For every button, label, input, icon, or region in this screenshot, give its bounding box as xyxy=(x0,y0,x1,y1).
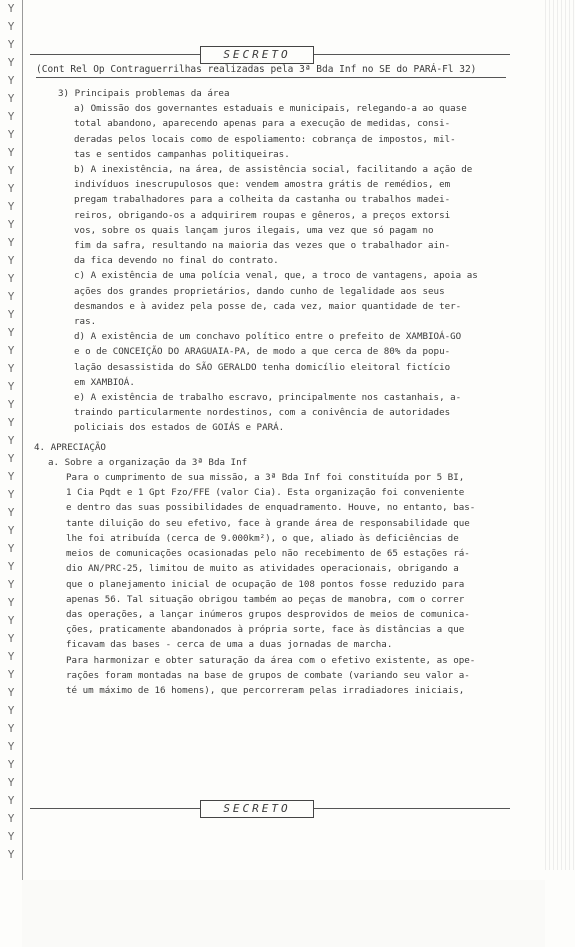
binding-mark: Y xyxy=(7,722,15,735)
binding-mark: Y xyxy=(7,650,15,663)
text-line: ficavam das bases - cerca de uma a duas jornadas de marcha. xyxy=(66,639,393,651)
binding-mark: Y xyxy=(7,794,15,807)
secret-stamp-bottom: SECRETO xyxy=(200,800,314,818)
text-line: traindo particularmente nordestinos, com a conivência de autoridades xyxy=(74,407,451,419)
binding-mark: Y xyxy=(7,254,15,267)
section-3-title: 3) Principais problemas da área xyxy=(58,88,230,99)
binding-mark: Y xyxy=(7,488,15,501)
text-line: a) Omissão dos governantes estaduais e municipais, relegando-a ao quase xyxy=(74,103,467,115)
binding-mark: Y xyxy=(7,668,15,681)
text-line: deradas pelos locais como de espoliamento: cobrança de impostos, mil- xyxy=(74,133,456,145)
text-line: lação desassistida do SÃO GERALDO tenha domicílio eleitoral fictício xyxy=(74,361,451,373)
binding-mark: Y xyxy=(7,236,15,249)
text-line: e) A existência de trabalho escravo, principalmente nos castanhais, a- xyxy=(74,392,462,404)
binding-mark: Y xyxy=(7,452,15,465)
list-item xyxy=(74,329,510,390)
binding-mark: Y xyxy=(7,470,15,483)
text-line: 1 Cia Pqdt e 1 Gpt Fzo/FFE (valor Cia). Esta organização foi conveniente xyxy=(66,487,465,499)
text-line: meios de comunicações ocasionadas pelo não recebimento de 65 estações rá- xyxy=(66,548,470,560)
binding-mark: Y xyxy=(7,92,15,105)
binding-strip xyxy=(0,0,23,880)
binding-mark: Y xyxy=(7,524,15,537)
binding-mark: Y xyxy=(7,74,15,87)
section-3 xyxy=(48,86,510,436)
binding-mark: Y xyxy=(7,740,15,753)
binding-mark: Y xyxy=(7,326,15,339)
binding-mark: Y xyxy=(7,38,15,51)
binding-mark: Y xyxy=(7,434,15,447)
section-4-title: 4. APRECIAÇÃO xyxy=(34,441,106,453)
text-line: Para harmonizar e obter saturação da área com o efetivo existente, as ope- xyxy=(66,654,476,666)
subsection-a-title: a. Sobre a organização da 3ª Bda Inf xyxy=(48,456,248,468)
binding-mark: Y xyxy=(7,56,15,69)
binding-mark: Y xyxy=(7,632,15,645)
text-line: e o de CONCEIÇÃO DO ARAGUAIA-PA, de modo a que cerca de 80% da popu- xyxy=(74,346,451,358)
binding-mark: Y xyxy=(7,812,15,825)
binding-mark: Y xyxy=(7,290,15,303)
text-line: d) A existência de um conchavo político entre o prefeito de XAMBIOÁ-GO xyxy=(74,331,462,343)
text-line: em XAMBIOÁ. xyxy=(74,376,135,388)
binding-mark: Y xyxy=(7,398,15,411)
text-line: e dentro das suas possibilidades de enquadramento. Houve, no entanto, bas- xyxy=(66,502,476,514)
text-line: lhe foi atribuída (cerca de 9.000km²), o que, aliado às deficiências de xyxy=(66,532,459,544)
text-line: c) A existência de uma polícia venal, que, a troco de vantagens, apoia as xyxy=(74,270,478,282)
binding-mark: Y xyxy=(7,362,15,375)
text-line: Para o cumprimento de sua missão, a 3ª Bda Inf foi constituída por 5 BI, xyxy=(66,472,465,484)
binding-mark: Y xyxy=(7,686,15,699)
binding-mark: Y xyxy=(7,128,15,141)
section-4 xyxy=(34,440,510,698)
list-item xyxy=(74,268,510,329)
list-item xyxy=(74,390,510,436)
binding-mark: Y xyxy=(7,146,15,159)
binding-mark: Y xyxy=(7,182,15,195)
binding-mark: Y xyxy=(7,578,15,591)
binding-mark: Y xyxy=(7,344,15,357)
text-line: policiais dos estados de GOIÁS e PARÁ. xyxy=(74,422,285,434)
text-line: fim da safra, resultando na maioria das vezes que o trabalhador ain- xyxy=(74,240,451,252)
text-line: desmandos e à avidez pela posse de, cada vez, maior quantidade de ter- xyxy=(74,300,462,312)
page-header: (Cont Rel Op Contraguerrilhas realizadas pela 3ª Bda Inf no SE do PARÁ-Fl 32) xyxy=(36,64,506,78)
document-body xyxy=(34,86,510,698)
scan-edge-noise xyxy=(545,0,575,870)
paragraph-2 xyxy=(66,653,510,699)
binding-mark: Y xyxy=(7,110,15,123)
binding-mark: Y xyxy=(7,704,15,717)
binding-mark: Y xyxy=(7,380,15,393)
binding-mark: Y xyxy=(7,596,15,609)
page-bottom-margin xyxy=(22,880,545,947)
binding-mark: Y xyxy=(7,848,15,861)
paragraph-1 xyxy=(66,470,510,652)
binding-mark: Y xyxy=(7,2,15,15)
text-line: da fica devendo no final do contrato. xyxy=(74,255,279,267)
text-line: ações dos grandes proprietários, dando cunho de legalidade aos seus xyxy=(74,285,445,297)
binding-mark: Y xyxy=(7,272,15,285)
binding-mark: Y xyxy=(7,416,15,429)
binding-mark: Y xyxy=(7,560,15,573)
text-line: indivíduos inescrupulosos que: vendem amostra grátis de remédios, em xyxy=(74,179,451,191)
binding-mark: Y xyxy=(7,758,15,771)
binding-mark: Y xyxy=(7,308,15,321)
text-line: apenas 56. Tal situação obrigou também ao peças de manobra, com o correr xyxy=(66,593,465,605)
binding-mark: Y xyxy=(7,542,15,555)
secret-stamp-top: SECRETO xyxy=(200,46,314,64)
text-line: total abandono, aparecendo apenas para a execução de medidas, consi- xyxy=(74,118,451,130)
text-line: reiros, obrigando-os a adquirirem roupas e gêneros, a preços extorsi xyxy=(74,209,451,221)
text-line: tante diluição do seu efetivo, face à grande área de responsabilidade que xyxy=(66,517,470,529)
text-line: vos, sobre os quais lançam juros ilegais, uma vez que só pagam no xyxy=(74,224,434,236)
text-line: das operações, a lançar inúmeros grupos desprovidos de meios de comunica- xyxy=(66,608,470,620)
text-line: que o planejamento inicial de ocupação de 108 pontos fosse reduzido para xyxy=(66,578,465,590)
binding-mark: Y xyxy=(7,614,15,627)
text-line: ções, praticamente abandonados à própria sorte, face às distâncias a que xyxy=(66,624,465,636)
text-line: té um máximo de 16 homens), que percorreram pelas irradiadores iniciais, xyxy=(66,684,465,696)
text-line: b) A inexistência, na área, de assistência social, facilitando a ação de xyxy=(74,164,473,176)
binding-mark: Y xyxy=(7,830,15,843)
binding-mark: Y xyxy=(7,164,15,177)
binding-mark: Y xyxy=(7,20,15,33)
text-line: dio AN/PRC-25, limitou de muito as atividades operacionais, obrigando a xyxy=(66,563,459,575)
text-line: rações foram montadas na base de grupos de combate (variando seu valor a- xyxy=(66,669,470,681)
text-line: pregam trabalhadores para a colheita da castanha ou trabalhos madei- xyxy=(74,194,451,206)
binding-mark: Y xyxy=(7,200,15,213)
binding-mark: Y xyxy=(7,776,15,789)
list-item xyxy=(74,101,510,162)
text-line: ras. xyxy=(74,316,97,328)
list-item xyxy=(74,162,510,268)
text-line: tas e sentidos campanhas politiqueiras. xyxy=(74,148,290,160)
binding-mark: Y xyxy=(7,218,15,231)
binding-mark: Y xyxy=(7,506,15,519)
